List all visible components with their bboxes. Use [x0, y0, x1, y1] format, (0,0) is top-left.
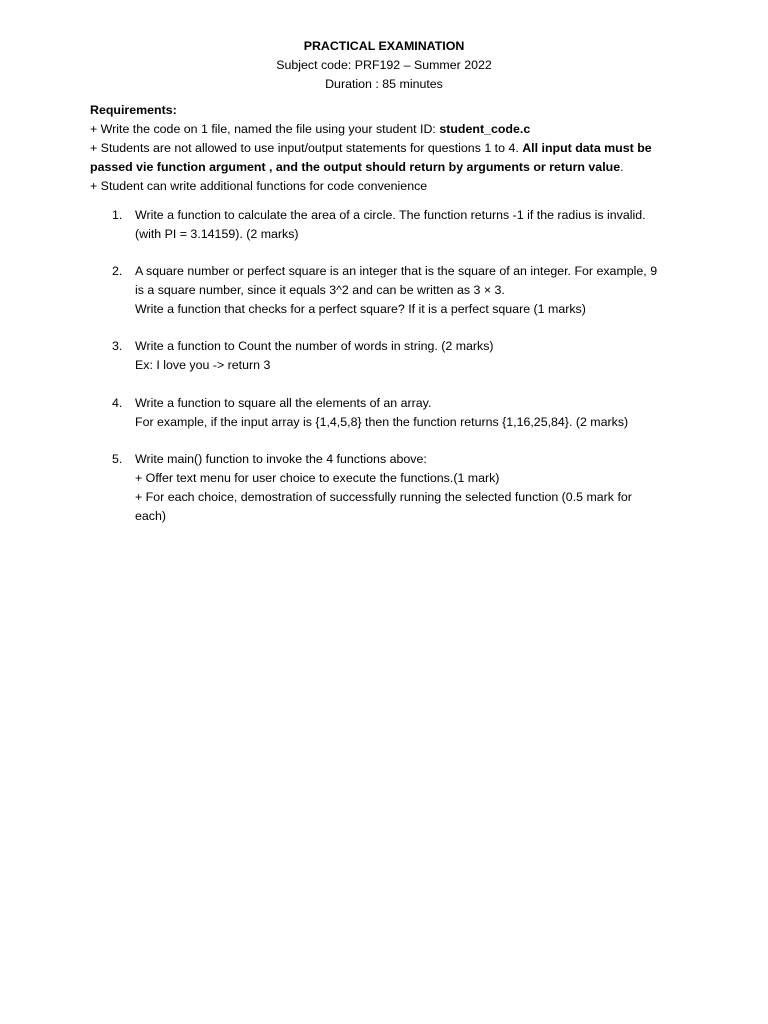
question-text: each) [135, 509, 166, 523]
question-text: Write main() function to invoke the 4 functions above: [135, 452, 427, 466]
question-number: 3. [112, 339, 123, 353]
question-number: 4. [112, 396, 123, 410]
document-header [0, 37, 768, 94]
requirement-line-1 [90, 120, 690, 139]
question-item [90, 337, 690, 375]
question-number: 1. [112, 208, 123, 222]
requirements-heading: Requirements: [90, 103, 177, 117]
question-item [90, 394, 690, 432]
question-text: + For each choice, demostration of successfully running the selected function (0.5 mark for [135, 490, 632, 504]
question-text: Write a function to calculate the area of a circle. The function returns -1 if the radius is invalid. [135, 208, 646, 222]
duration: Duration : 85 minutes [325, 77, 443, 91]
document-title: PRACTICAL EXAMINATION [303, 39, 465, 53]
subject-code: Subject code: PRF192 – Summer 2022 [276, 58, 492, 72]
question-text: Ex: I love you -> return 3 [135, 358, 271, 372]
question-text: For example, if the input array is {1,4,5,8} then the function returns {1,16,25,84}. (2 marks) [135, 415, 629, 429]
requirement-line-3-bold: passed vie function argument , and the output should return by arguments or return value [90, 160, 621, 174]
question-text: A square number or perfect square is an integer that is the square of an integer. For example, 9 [135, 264, 658, 278]
question-text: Write a function to Count the number of words in string. (2 marks) [135, 339, 494, 353]
question-number: 2. [112, 264, 123, 278]
requirement-line-2-text: + Students are not allowed to use input/output statements for questions 1 to 4. [90, 141, 523, 155]
question-item [90, 262, 690, 319]
question-item [90, 206, 690, 244]
question-list [90, 206, 690, 544]
question-number: 5. [112, 452, 123, 466]
question-text: + Offer text menu for user choice to execute the functions.(1 mark) [135, 471, 500, 485]
requirement-line-2-bold: All input data must be [522, 141, 652, 155]
question-item [90, 450, 690, 526]
question-text: Write a function to square all the elements of an array. [135, 396, 432, 410]
requirement-line-3 [90, 158, 690, 177]
requirement-line-1-filename: student_code.c [439, 122, 531, 136]
requirement-line-3-text: . [620, 160, 624, 174]
question-text: Write a function that checks for a perfect square? If it is a perfect square (1 marks) [135, 302, 586, 316]
requirement-line-4: + Student can write additional functions for code convenience [90, 179, 428, 193]
requirement-line-1-text: + Write the code on 1 file, named the file using your student ID: [90, 122, 440, 136]
question-text: (with PI = 3.14159). (2 marks) [135, 227, 299, 241]
question-text: is a square number, since it equals 3^2 and can be written as 3 × 3. [135, 283, 505, 297]
requirements-section [90, 101, 690, 196]
requirement-line-2 [90, 139, 690, 158]
